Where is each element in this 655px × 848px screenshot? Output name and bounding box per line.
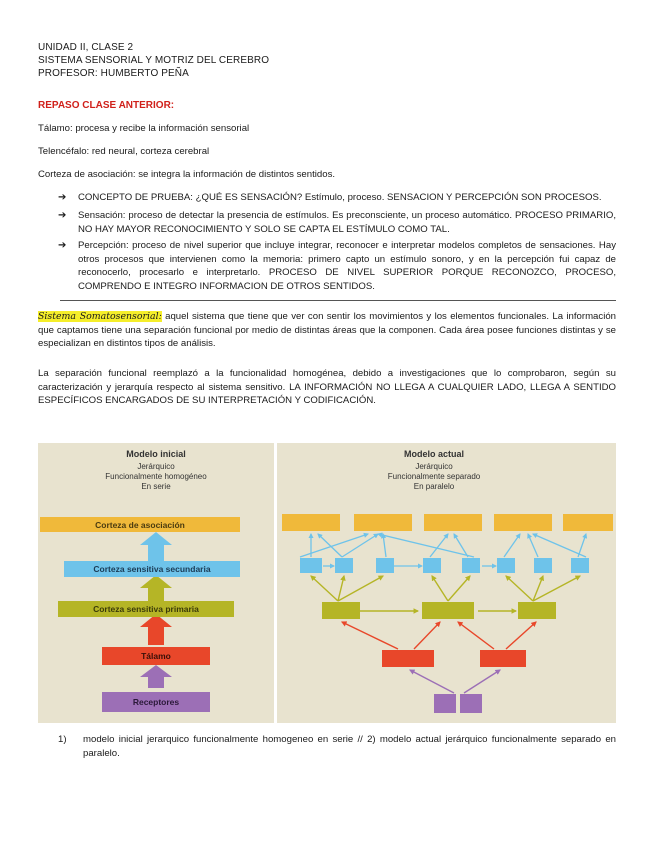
right-primaria-box [518,602,556,619]
left-subtitle-2: Funcionalmente homogéneo [105,472,207,481]
right-asociacion-box [424,514,482,531]
label-corteza-secundaria: Corteza sensitiva secundaria [93,564,211,574]
review-heading: REPASO CLASE ANTERIOR: [38,100,175,111]
header-professor: PROFESOR: HUMBERTO PEÑA [38,68,189,79]
right-asociacion-box [563,514,613,531]
left-subtitle-1: Jerárquico [137,462,175,471]
figure-separator [274,443,277,723]
right-secundaria-box [300,558,322,573]
label-talamo: Tálamo [141,651,171,661]
caption-text: modelo inicial jerarquico funcionalmente homogeneo en serie // 2) modelo actual jerárquico funcionalmente separado en paralelo. [83,734,616,759]
arrow-icon: ➔ [58,210,67,221]
right-subtitle-2: Funcionalmente separado [387,472,481,481]
bullet-item [58,239,616,293]
label-corteza-primaria: Corteza sensitiva primaria [93,604,199,614]
figure-background [38,443,616,723]
left-subtitle-3: En serie [141,482,171,491]
review-corteza: Corteza de asociación: se integra la información de distintos sentidos. [38,169,336,180]
right-asociacion-box [354,514,412,531]
right-secundaria-box [571,558,589,573]
right-subtitle-3: En paralelo [413,482,455,491]
label-receptores: Receptores [132,697,180,707]
right-talamo-box [382,650,434,667]
right-receptor-box [460,694,482,713]
bullet-item [58,191,616,205]
bullet-text: Percepción: proceso de nivel superior que incluye integrar, reconocer e interpretar modelos completos de sensaciones. Hay otros procesos que intervienen como la memoria: primero capto un estímulo sonoro, y en la percepción fui capaz de reconocerlo, procesarlo e interpretarlo. PROCESO DE NIVEL SUPERIOR PORQUE RECONOZCO, PROCESO, COMPRENDO E INTEGRO INFORMACION DE OTROS SENTIDOS. [78,240,616,292]
right-secundaria-box [335,558,353,573]
right-asociacion-box [282,514,340,531]
figure-caption [58,733,616,761]
review-telencefalo: Telencéfalo: red neural, corteza cerebral [38,146,210,157]
right-secundaria-box [423,558,441,573]
right-title: Modelo actual [403,449,465,459]
header-unit: UNIDAD II, CLASE 2 [38,42,134,53]
arrow-icon: ➔ [58,240,67,251]
review-talamo: Tálamo: procesa y recibe la información sensorial [38,123,250,134]
right-asociacion-box [494,514,552,531]
right-receptor-box [434,694,456,713]
bullet-item [58,209,616,236]
right-primaria-box [422,602,474,619]
highlighted-term: Sistema Somatosensorial: [38,311,162,322]
somatosensorial-text: aquel sistema que tiene que ver con sentir los movimientos y los elementos funcionales. La información que captamos tiene una separación funcional por medio de distintas áreas que la componen. Cada área posee funciones distintas y se especializan en distintos tipos de análisis. [38,311,616,349]
divider-line [60,300,616,301]
right-secundaria-box [376,558,394,573]
somatosensorial-paragraph [38,310,616,351]
header-subject: SISTEMA SENSORIAL Y MOTRIZ DEL CEREBRO [38,55,270,66]
label-corteza-asociacion: Corteza de asociación [95,520,185,530]
right-secundaria-box [497,558,515,573]
right-talamo-box [480,650,526,667]
right-secundaria-box [534,558,552,573]
functional-separation-paragraph: La separación funcional reemplazó a la funcionalidad homogénea, debido a investigaciones que lo comprobaron, según su caracterización y jerarquía respecto al sistema sensitivo. LA INFORMACIÓN NO LLEGA A CUALQUIER LADO, LLEGA A SENTIDO ESPECÍFICOS ENCARGADOS DE SU INTERPRETACIÓN Y CODIFICACIÓN. [38,368,616,406]
right-secundaria-box [462,558,480,573]
right-subtitle-1: Jerárquico [415,462,453,471]
sensory-models-figure [38,443,616,723]
bullet-text: CONCEPTO DE PRUEBA: ¿QUÉ ES SENSACIÓN? Estímulo, proceso. SENSACION Y PERCEPCIÓN SON PROCESOS. [78,192,602,203]
arrow-icon: ➔ [58,192,67,203]
right-primaria-box [322,602,360,619]
bullet-text: Sensación: proceso de detectar la presencia de estímulos. Es preconsciente, un proceso automático. PROCESO PRIMARIO, NO HAY MAYOR RECONOCIMIENTO Y SOLO SE CAPTA EL ESTÍMULO COMO TAL. [78,210,616,235]
left-title: Modelo inicial [126,449,186,459]
caption-number: 1) [58,734,67,745]
